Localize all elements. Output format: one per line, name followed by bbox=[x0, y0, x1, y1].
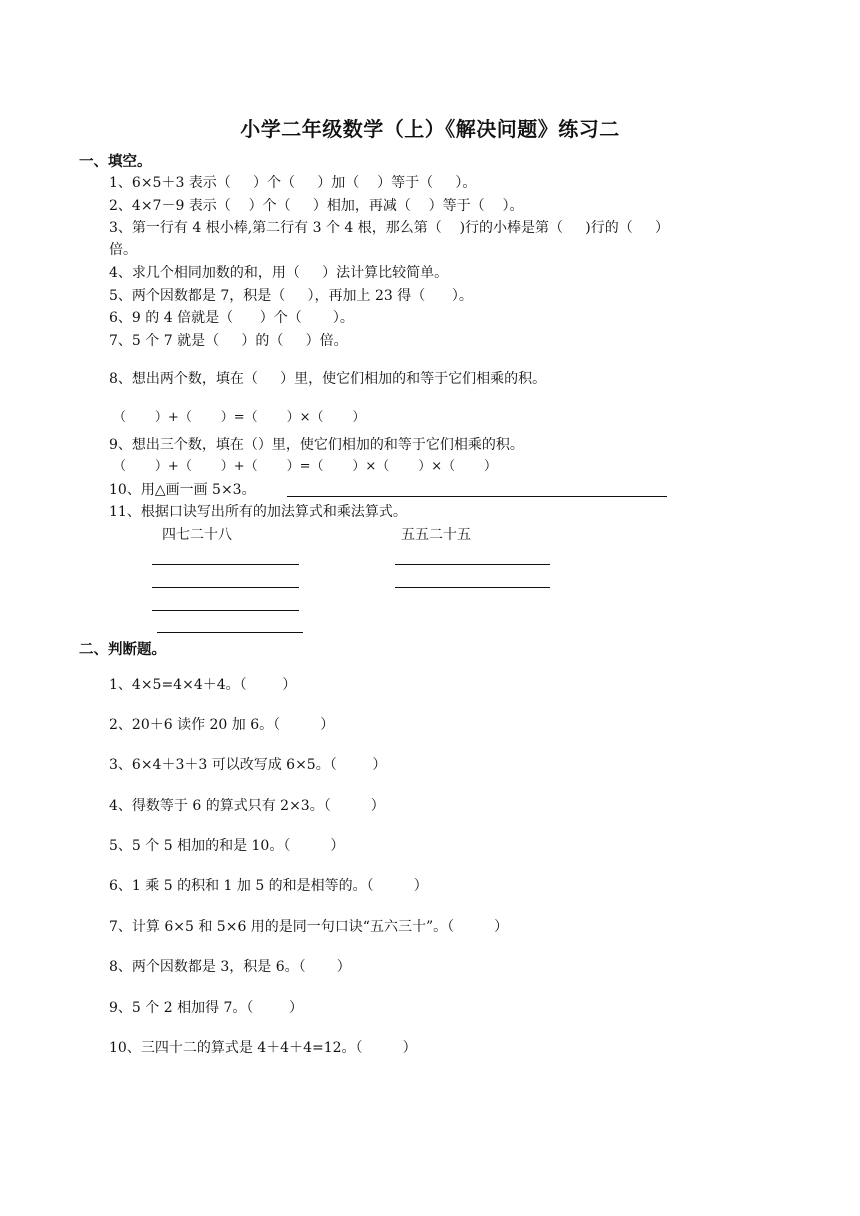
answer-line bbox=[395, 564, 550, 565]
answer-line bbox=[157, 632, 303, 633]
question-9: 9、想出三个数，填在（）里，使它们相加的和等于它们相乘的积。 bbox=[109, 437, 524, 453]
question-4: 4、求几个相同加数的和，用（ ）法计算比较简单。 bbox=[109, 265, 449, 281]
judgment-item-8: 8、两个因数都是 3，积是 6。（ ） bbox=[109, 959, 351, 975]
question-5: 5、两个因数都是 7，积是（ ），再加上 23 得（ ）。 bbox=[109, 288, 473, 304]
question-6: 6、9 的 4 倍就是（ ）个（ ）。 bbox=[109, 310, 354, 326]
judgment-item-5: 5、5 个 5 相加的和是 10。（ ） bbox=[109, 838, 345, 854]
section-heading-true-false: 二、判断题。 bbox=[79, 641, 166, 658]
question-1: 1、6×5＋3 表示（ ）个（ ）加（ ）等于（ ）。 bbox=[109, 175, 477, 191]
answer-line bbox=[152, 587, 299, 588]
answer-line bbox=[395, 587, 550, 588]
question-3: 3、第一行有 4 根小棒,第二行有 3 个 4 根，那么第（ )行的小棒是第（ )行的（ ） bbox=[109, 220, 670, 236]
judgment-item-10: 10、三四十二的算式是 4＋4＋4=12。（ ） bbox=[109, 1040, 417, 1056]
question-2: 2、4×7－9 表示（ ）个（ ）相加，再减（ ）等于（ ）。 bbox=[109, 198, 524, 214]
judgment-item-1: 1、4×5=4×4＋4。（ ） bbox=[109, 677, 297, 693]
judgment-item-6: 6、1 乘 5 的积和 1 加 5 的和是相等的。（ ） bbox=[109, 878, 428, 894]
judgment-item-2: 2、20＋6 读作 20 加 6。（ ） bbox=[109, 717, 335, 733]
answer-line bbox=[152, 610, 299, 611]
question-8-blanks: （ ）+（ ）=（ ）×（ ） bbox=[113, 410, 366, 425]
question-10: 10、用△画一画 5×3。 bbox=[109, 482, 256, 498]
rhyme-five-five: 五五二十五 bbox=[401, 527, 471, 543]
question-11: 11、根据口诀写出所有的加法算式和乘法算式。 bbox=[109, 504, 407, 520]
question-7: 7、5 个 7 就是（ ）的（ ）倍。 bbox=[109, 333, 348, 349]
section-heading-fill-in: 一、填空。 bbox=[79, 153, 152, 170]
judgment-item-4: 4、得数等于 6 的算式只有 2×3。（ ） bbox=[109, 798, 385, 814]
question-8: 8、想出两个数，填在（ ）里，使它们相加的和等于它们相乘的积。 bbox=[109, 371, 547, 387]
question-3-continued: 倍。 bbox=[109, 242, 137, 258]
judgment-item-9: 9、5 个 2 相加得 7。（ ） bbox=[109, 1000, 304, 1016]
judgment-item-3: 3、6×4＋3＋3 可以改写成 6×5。（ ） bbox=[109, 757, 387, 773]
rhyme-four-seven: 四七二十八 bbox=[162, 527, 232, 543]
judgment-item-7: 7、计算 6×5 和 5×6 用的是同一句口诀“五六三十”。（ ） bbox=[109, 919, 509, 935]
page-title: 小学二年级数学（上）《解决问题》练习二 bbox=[240, 117, 620, 141]
answer-line-q10 bbox=[287, 496, 667, 497]
answer-line bbox=[152, 564, 299, 565]
question-9-blanks: （ ）+（ ）+（ ）=（ ）×（ ）×（ ） bbox=[113, 459, 498, 474]
